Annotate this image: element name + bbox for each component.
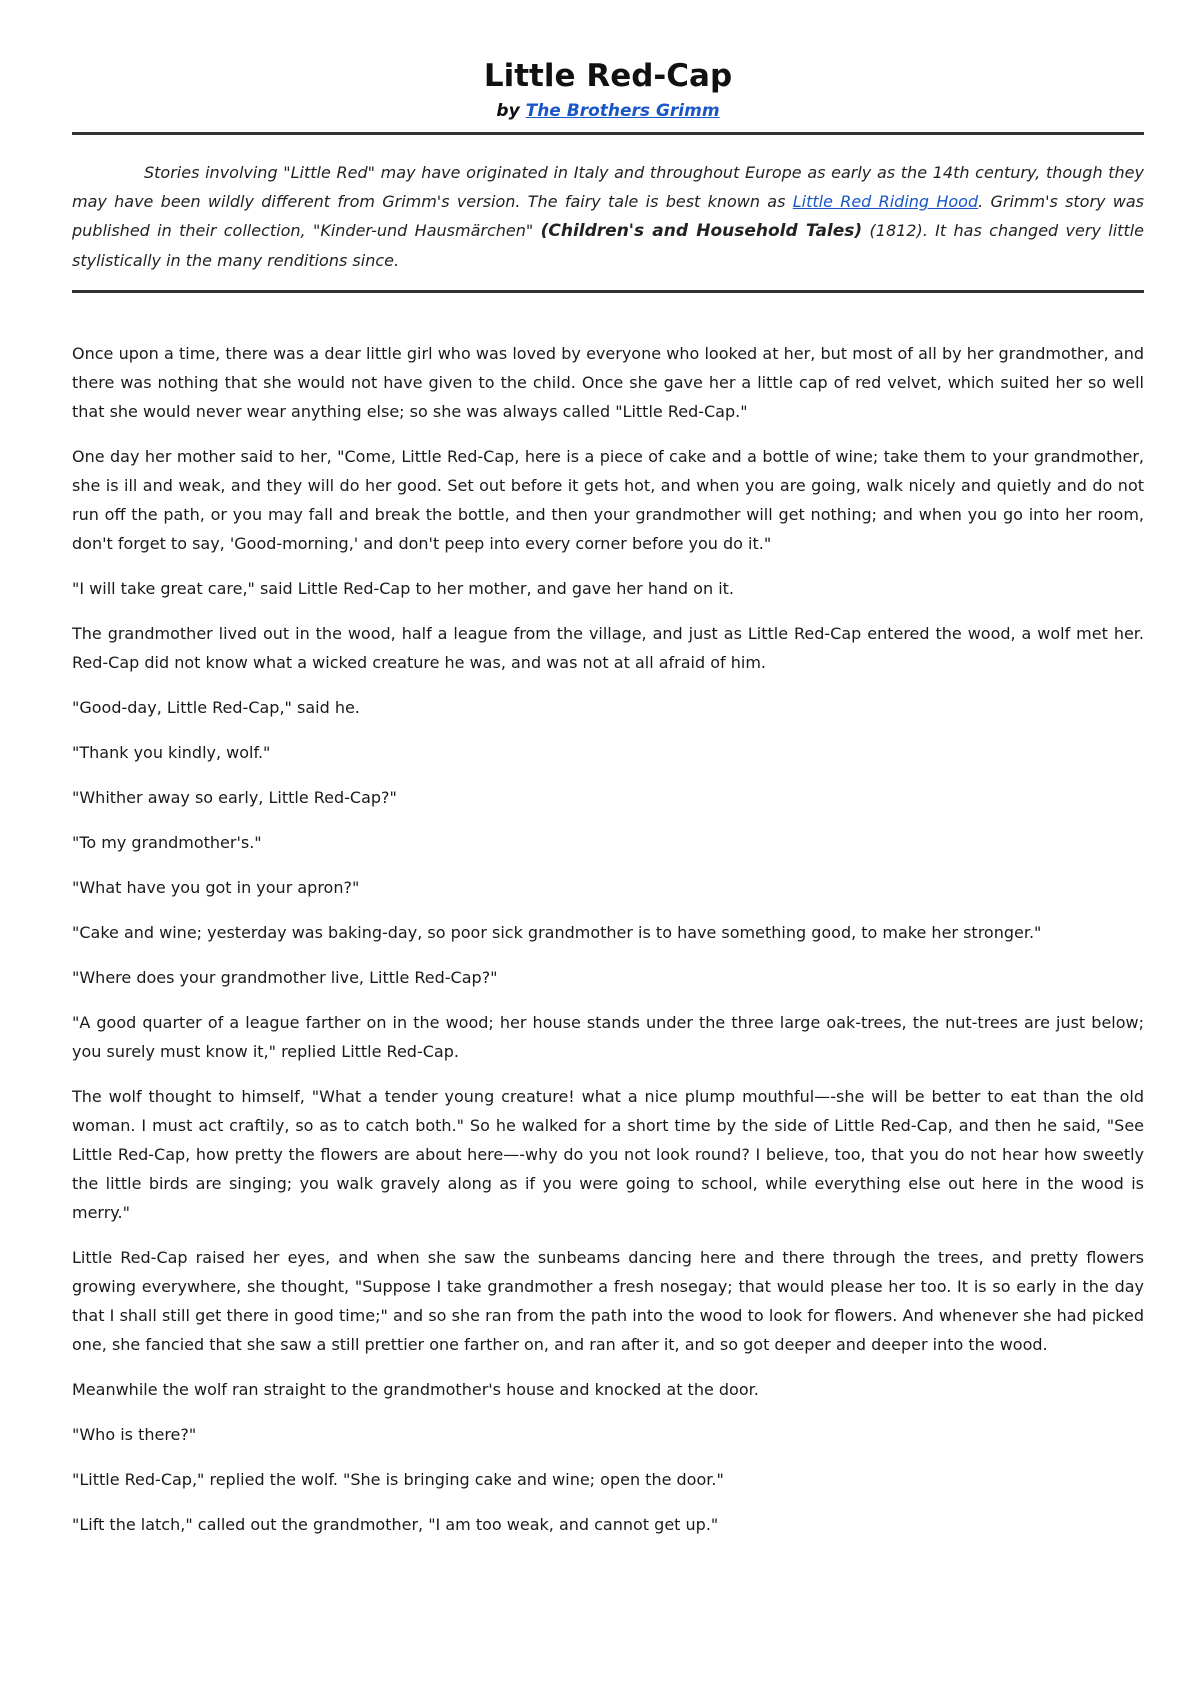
story-paragraph: "Who is there?" [72, 1425, 197, 1444]
story-paragraph: The grandmother lived out in the wood, half a league from the village, and just as Little Red-Cap entered the wood, a wolf met her. Red-Cap did not know what a wicked creature he was, and was not at all afraid of him. [72, 624, 1144, 672]
story-paragraph: "Thank you kindly, wolf." [72, 743, 271, 762]
story-paragraph: "Little Red-Cap," replied the wolf. "She is bringing cake and wine; open the door." [72, 1470, 724, 1489]
story-paragraph: Meanwhile the wolf ran straight to the grandmother's house and knocked at the door. [72, 1380, 759, 1399]
story-paragraph: "Lift the latch," called out the grandmother, "I am too weak, and cannot get up." [72, 1515, 719, 1534]
story-paragraph: One day her mother said to her, "Come, Little Red-Cap, here is a piece of cake and a bottle of wine; take them to your grandmother, she is ill and weak, and they will do her good. Set out before it gets hot, and when you are going, walk nicely and quietly and do not run off the path, or you may fall and break the bottle, and then your grandmother will get nothing; and when you go into her room, don't forget to say, 'Good-morning,' and don't peep into every corner before you do it." [72, 447, 1144, 553]
story-paragraph: "I will take great care," said Little Red-Cap to her mother, and gave her hand on it. [72, 579, 734, 598]
little-red-riding-hood-link[interactable]: Little Red Riding Hood [792, 192, 979, 211]
story-paragraph: Once upon a time, there was a dear little girl who was loved by everyone who looked at her, but most of all by her grandmother, and there was nothing that she would not have given to the child. Once she gave her a little cap of red velvet, which suited her so well that she would never wear anything else; so she was always called "Little Red-Cap." [72, 344, 1144, 421]
byline-prefix: by [496, 101, 520, 121]
story-paragraph: "Whither away so early, Little Red-Cap?" [72, 788, 397, 807]
story-body [72, 339, 1144, 1539]
byline [72, 100, 1144, 122]
intro-bold-title: (Children's and Household Tales) [540, 221, 863, 241]
story-paragraph: The wolf thought to himself, "What a tender young creature! what a nice plump mouthful—-she will be better to eat than the old woman. I must act craftily, so as to catch both." So he walked for a short time by the side of Little Red-Cap, and then he said, "See Little Red-Cap, how pretty the flowers are about here—-why do you not look round? I believe, too, that you do not hear how sweetly the little birds are singing; you walk gravely along as if you were going to school, while everything else out here in the wood is merry." [72, 1087, 1144, 1222]
story-paragraph: Little Red-Cap raised her eyes, and when she saw the sunbeams dancing here and there through the trees, and pretty flowers growing everywhere, she thought, "Suppose I take grandmother a fresh nosegay; that would please her too. It is so early in the day that I shall still get there in good time;" and so she ran from the path into the wood to look for flowers. And whenever she had picked one, she fancied that she saw a still prettier one farther on, and ran after it, and so got deeper and deeper into the wood. [72, 1248, 1144, 1354]
story-paragraph: "A good quarter of a league farther on in the wood; her house stands under the three large oak-trees, the nut-trees are just below; you surely must know it," replied Little Red-Cap. [72, 1013, 1144, 1061]
story-paragraph: "To my grandmother's." [72, 833, 262, 852]
header-divider [72, 132, 1144, 135]
document-title: Little Red-Cap [483, 58, 733, 94]
story-paragraph: "Where does your grandmother live, Little Red-Cap?" [72, 968, 498, 987]
document-page [72, 48, 1144, 1555]
intro-text-3: (1812). It has changed very little stylistically in the many renditions since. [72, 221, 1145, 270]
story-paragraph: "Good-day, Little Red-Cap," said he. [72, 698, 360, 717]
intro-text-1: Stories involving "Little Red" may have originated in Italy and throughout Europe as early as the 14th century, though they may have been wildly different from Grimm's version. The fairy tale is best known as [72, 163, 1144, 211]
story-paragraph: "Cake and wine; yesterday was baking-day, so poor sick grandmother is to have something good, to make her stronger." [72, 923, 1042, 942]
intro-text-2: . Grimm's story was published in their collection, "Kinder-und Hausmärchen" [72, 192, 1145, 240]
intro-paragraph [72, 158, 1144, 275]
story-paragraph: "What have you got in your apron?" [72, 878, 360, 897]
intro-divider [72, 290, 1144, 293]
author-link[interactable]: The Brothers Grimm [525, 101, 720, 121]
